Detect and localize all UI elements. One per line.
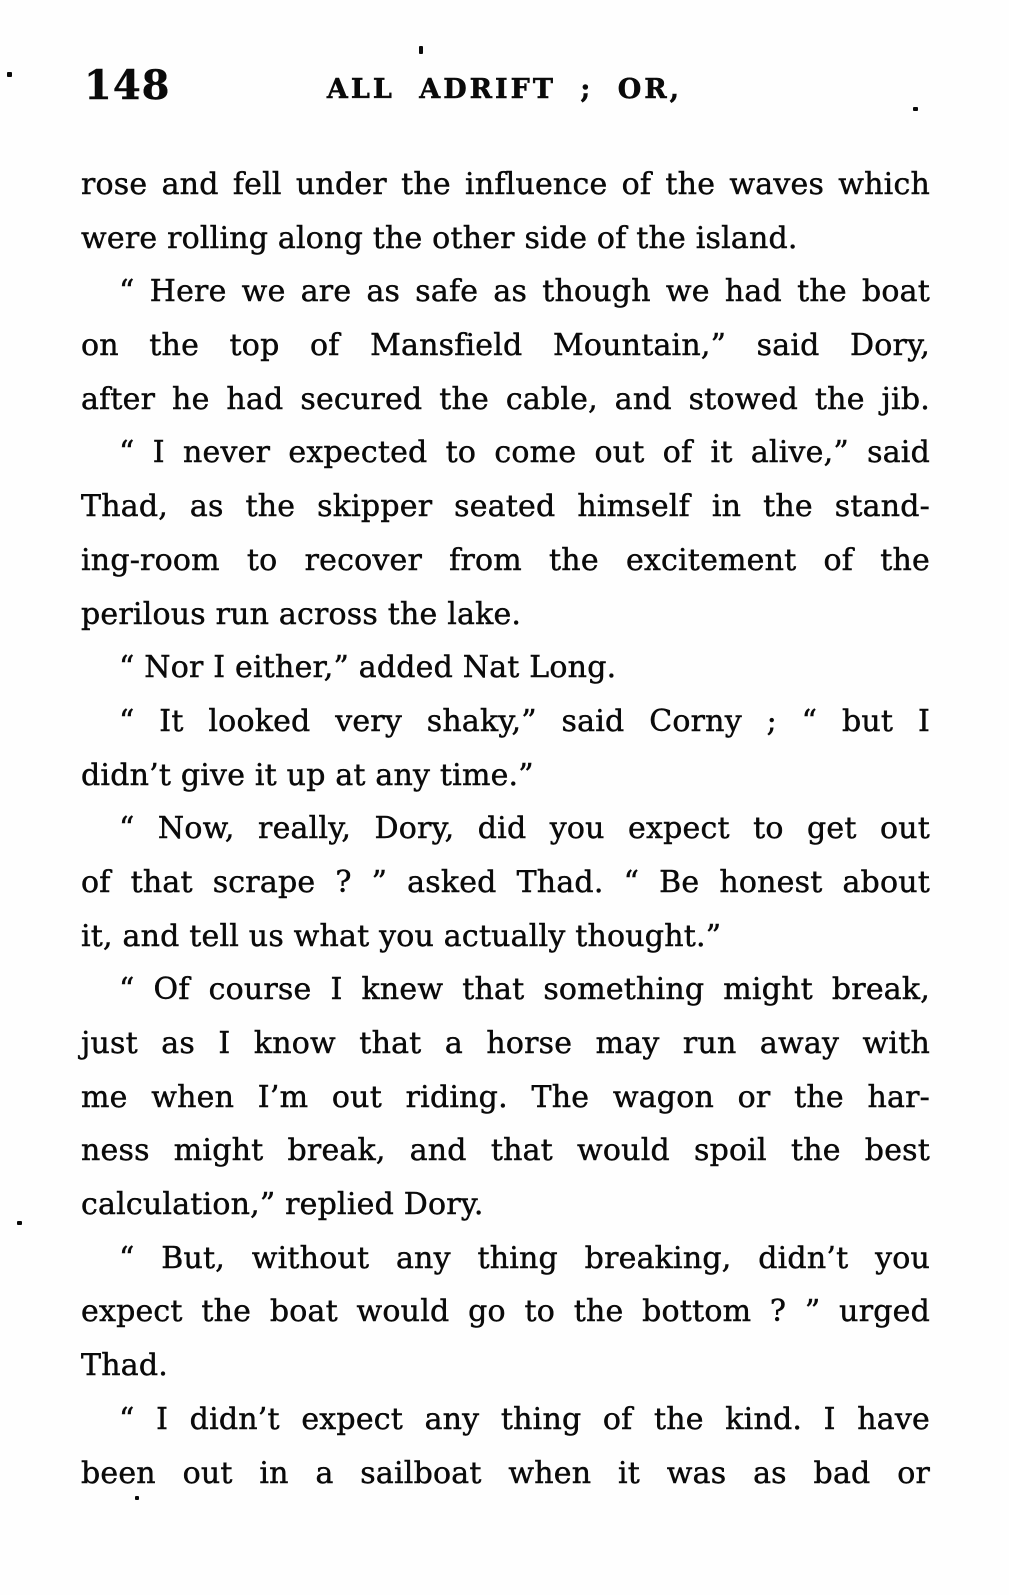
ink-speck [7, 72, 12, 77]
text-line: calculation,” replied Dory. [81, 1187, 484, 1223]
text-line: “ Of course I knew that something might break, [119, 972, 930, 1008]
text-line: didn’t give it up at any time.” [81, 757, 534, 793]
text-line: ing-room to recover from the excitement of the [81, 542, 930, 578]
text-line: were rolling along the other side of the island. [81, 220, 798, 256]
text-line: “ Nor I either,” added Nat Long. [119, 650, 617, 686]
ink-speck [17, 1221, 22, 1225]
running-head-title: ALL ADRIFT ; OR, [326, 74, 683, 105]
text-line: Thad, as the skipper seated himself in the stand- [81, 489, 930, 525]
ink-speck [419, 46, 423, 54]
text-line: been out in a sailboat when it was as bad or [81, 1455, 930, 1491]
body-text [81, 158, 930, 1500]
text-line: me when I’m out riding. The wagon or the har- [81, 1079, 930, 1115]
text-line: just as I know that a horse may run away with [81, 1026, 930, 1061]
text-line: “ I didn’t expect any thing of the kind. I have [119, 1401, 930, 1437]
ink-speck [913, 107, 918, 111]
text-line: rose and fell under the influence of the waves which [81, 167, 930, 202]
text-line: on the top of Mansfield Mountain,” said Dory, [81, 328, 930, 364]
ink-speck [135, 1496, 139, 1500]
page-number: 148 [84, 62, 171, 109]
text-line: it, and tell us what you actually thought.” [81, 918, 722, 954]
text-line: “ But, without any thing breaking, didn’t you [119, 1240, 930, 1276]
text-line: “ Now, really, Dory, did you expect to get out [119, 811, 930, 847]
text-line: of that scrape ? ” asked Thad. “ Be honest about [81, 864, 930, 900]
text-line: “ Here we are as safe as though we had the boat [119, 274, 930, 310]
text-line: expect the boat would go to the bottom ? ” urged [81, 1294, 930, 1330]
text-line: “ I never expected to come out of it alive,” said [119, 435, 930, 471]
text-line: perilous run across the lake. [81, 596, 522, 632]
text-line: “ It looked very shaky,” said Corny ; “ but I [119, 703, 930, 739]
text-line: Thad. [81, 1348, 168, 1384]
text-line: ness might break, and that would spoil the best [81, 1133, 930, 1169]
text-line: after he had secured the cable, and stowed the jib. [81, 381, 930, 417]
